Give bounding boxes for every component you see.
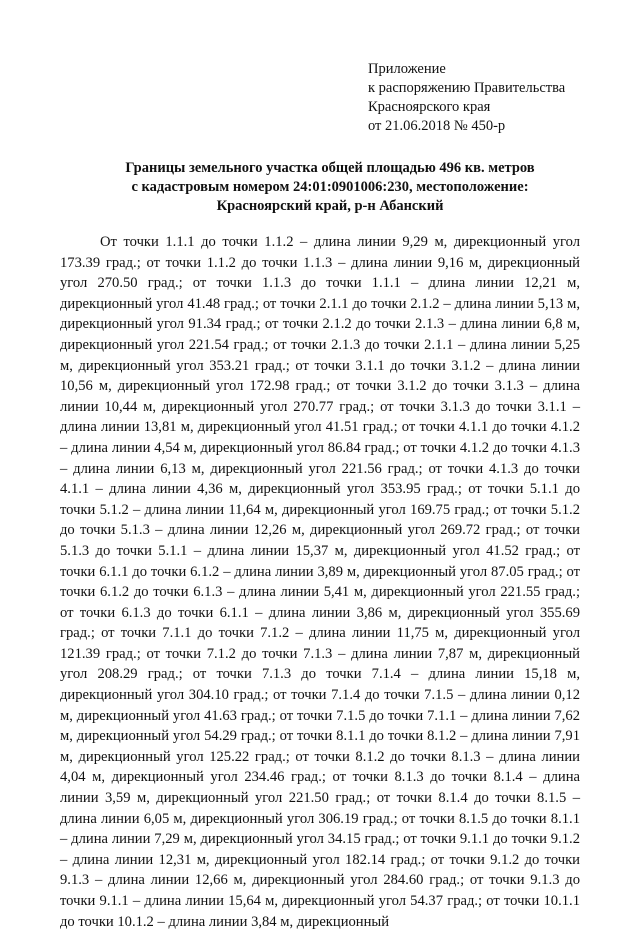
boundary-description-paragraph: От точки 1.1.1 до точки 1.1.2 – длина линии 9,29 м, дирекционный угол 173.39 град.; от точки 1.1.2 до точки 1.1.3 – длина линии 9,16 м, дирекционный угол 270.50 град.; от точки 1.1.3 до точки 1.1.1 – длина линии 12,21 м, дирекционный угол 41.48 град.; от точки 2.1.1 до точки 2.1.2 – длина линии 5,13 м, дирекционный угол 91.34 град.; от точки 2.1.2 до точки 2.1.3 – длина линии 6,8 м, дирекционный угол 221.54 град.; от точки 2.1.3 до точки 2.1.1 – длина линии 5,25 м, дирекционный угол 353.21 град.; от точки 3.1.1 до точки 3.1.2 – длина линии 10,56 м, дирекционный угол 172.98 град.; от точки 3.1.2 до точки 3.1.3 – длина линии 10,44 м, дирекционный угол 270.77 град.; от точки 3.1.3 до точки 3.1.1 – длина линии 13,81 м, дирекционный угол 41.51 град.; от точки 4.1.1 до точки 4.1.2 – длина линии 4,54 м, дирекционный угол 86.84 град.; от точки 4.1.2 до точки 4.1.3 – длина линии 6,13 м, дирекционный угол 221.56 град.; от точки 4.1.3 до точки 4.1.1 – длина линии 4,36 м, дирекционный угол 353.95 град.; от точки 5.1.1 до точки 5.1.2 – длина линии 11,64 м, дирекционный угол 169.75 град.; от точки 5.1.2 до точки 5.1.3 – длина линии 12,26 м, дирекционный угол 269.72 град.; от точки 5.1.3 до точки 5.1.1 – длина линии 15,37 м, дирекционный угол 41.52 град.; от точки 6.1.1 до точки 6.1.2 – длина линии 3,89 м, дирекционный угол 87.05 град.; от точки 6.1.2 до точки 6.1.3 – длина линии 5,41 м, дирекционный угол 221.55 град.; от точки 6.1.3 до точки 6.1.1 – длина линии 3,86 м, дирекционный угол 355.69 град.; от точки 7.1.1 до точки 7.1.2 – длина линии 11,75 м, дирекционный угол 121.39 град.; от точки 7.1.2 до точки 7.1.3 – длина линии 7,87 м, дирекционный угол 208.29 град.; от точки 7.1.3 до точки 7.1.4 – длина линии 15,18 м, дирекционный угол 304.10 град.; от точки 7.1.4 до точки 7.1.5 – длина линии 0,12 м, дирекционный угол 41.63 град.; от точки 7.1.5 до точки 7.1.1 – длина линии 7,62 м, дирекционный угол 54.29 град.; от точки 8.1.1 до точки 8.1.2 – длина линии 7,91 м, дирекционный угол 125.22 град.; от точки 8.1.2 до точки 8.1.3 – длина линии 4,04 м, дирекционный угол 234.46 град.; от точки 8.1.3 до точки 8.1.4 – длина линии 3,59 м, дирекционный угол 221.50 град.; от точки 8.1.4 до точки 8.1.5 – длина линии 6,05 м, дирекционный угол 306.19 град.; от точки 8.1.5 до точки 8.1.1 – длина линии 7,29 м, дирекционный угол 34.15 град.; от точки 9.1.1 до точки 9.1.2 – длина линии 12,31 м, дирекционный угол 182.14 град.; от точки 9.1.2 до точки 9.1.3 – длина линии 12,66 м, дирекционный угол 284.60 град.; от точки 9.1.3 до точки 9.1.1 – длина линии 15,64 м, дирекционный угол 54.37 град.; от точки 10.1.1 до точки 10.1.2 – длина линии 3,84 м, дирекционный: [60, 234, 580, 930]
appendix-line-2: к распоряжению Правительства: [368, 80, 566, 96]
title-line-3: Красноярский край, р-н Абанский: [216, 198, 444, 214]
appendix-line-4: от 21.06.2018 № 450-р: [368, 118, 506, 134]
appendix-line-1: Приложение: [368, 61, 446, 77]
appendix-header: [368, 60, 628, 136]
appendix-line-3: Красноярского края: [368, 99, 491, 115]
title-line-2: с кадастровым номером 24:01:0901006:230, местоположение:: [131, 179, 529, 195]
document-title: [80, 159, 580, 216]
title-line-1: Границы земельного участка общей площадью 496 кв. метров: [125, 160, 535, 176]
